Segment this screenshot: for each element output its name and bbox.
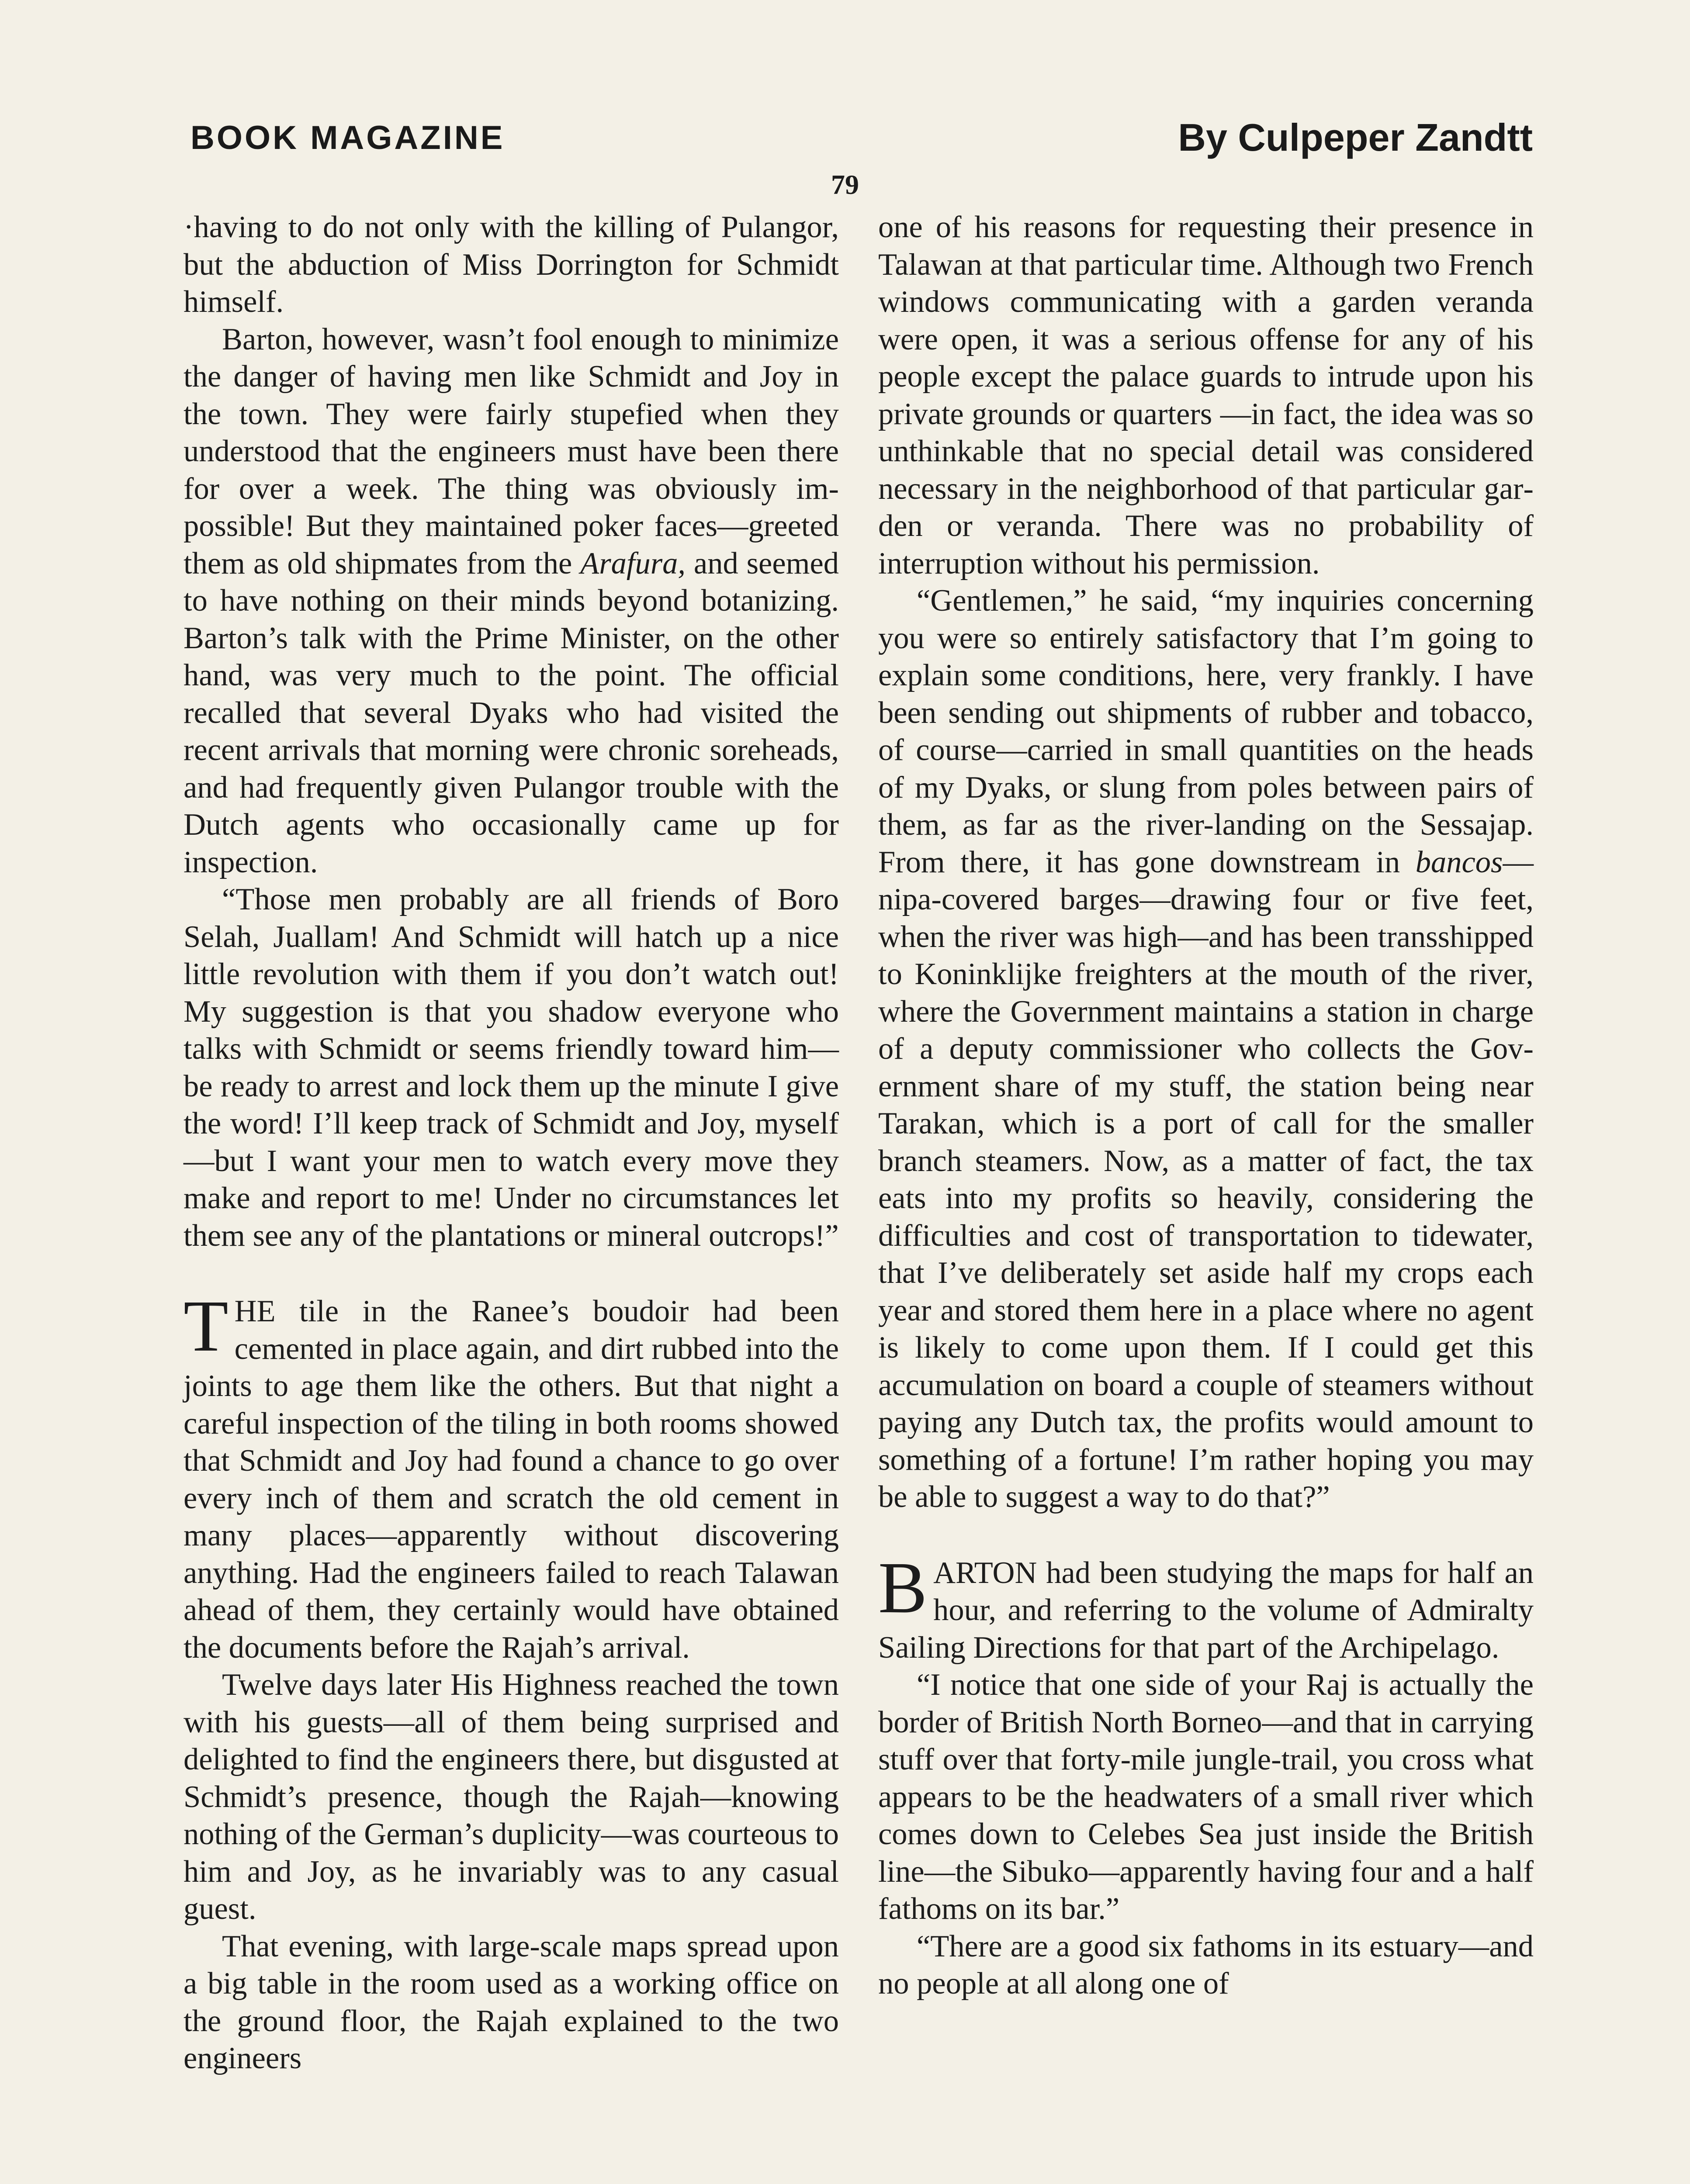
ship-name: Arafura,	[580, 546, 686, 581]
right-column	[878, 209, 1534, 2003]
paragraph: Twelve days later His Highness reached the town with his guests—all of them being surprised and delighted to find the engineers there, but disgusted at Schmidt’s presence, though the Rajah—knowing nothing of the German’s duplicity—was courteous to him and Joy, as he invariably was to any casual guest.	[184, 1668, 839, 1926]
paragraph: Barton, however, wasn’t fool enough to minimize the danger of having men like Schmidt and Joy in the town. They were fairly stupefied when they understood that the engineers must have been there for over a week. The thing was obviously impossible! But they maintained poker faces—greeted them as old shipmates from the Arafura, and seemed to have nothing on their minds beyond botanizing. Barton’s talk with the Prime Minister, on the other hand, was very much to the point. The official recalled that several Dyaks who had visited the recent arrivals that morning were chronic soreheads, and had frequently given Pulangor trouble with the Dutch agents who occasionally came up for inspection.	[184, 322, 839, 879]
magazine-title: BOOK MAGAZINE	[190, 119, 505, 156]
paragraph: ·having to do not only with the killing of Pulangor, but the abduction of Miss Dorrington for Schmidt himself.	[184, 210, 839, 319]
page-number: 79	[831, 169, 859, 200]
paragraph: “Those men probably are all friends of Boro Selah, Juallam! And Schmidt will hatch up a nice little revolution with them if you don’t watch out! My suggestion is that you shadow everyone who talks with Schmidt or seems friendly toward him—be ready to arrest and lock them up the minute I give the word! I’ll keep track of Schmidt and Joy, myself—but I want your men to watch every move they make and report to me! Under no circumstances let them see any of the plantations or mineral outcrops!”	[184, 882, 839, 1253]
paragraph: “I notice that one side of your Raj is actually the border of British North Borneo—and that in carrying stuff over that forty-mile jungle-trail, you cross what appears to be the headwaters of a small river which comes down to Celebes Sea just inside the British line—the Sibuko—apparently having four and a half fathoms on its bar.”	[878, 1668, 1534, 1926]
running-header	[190, 116, 1533, 167]
drop-cap: T	[184, 1286, 229, 1367]
paragraph: “Gentlemen,” he said, “my inquiries concerning you were so entirely satisfactory that I’m going to explain some conditions, here, very frankly. I have been sending out shipments of rubber and tobacco, of course—carried in small quantities on the heads of my Dyaks, or slung from poles between pairs of them, as far as the river-landing on the Sessajap. From there, it has gone downstream in bancos—nipa-covered barges—drawing four or five feet, when the river was high—and has been transshipped to Koninklijke freighters at the mouth of the river, where the Government maintains a station in charge of a deputy commissioner who collects the Government share of my stuff, the station being near Tarakan, which is a port of call for the smaller branch steamers. Now, as a matter of fact, the tax eats into my profits so heavily, considering the difficulties and cost of transportation to tidewater, that I’ve deliberately set aside half my crops each year and stored them here in a place where no agent is likely to come upon them. If I could get this accumulation on board a couple of steamers without paying any Dutch tax, the profits would amount to something of a fortune! I’m rather hoping you may be able to suggest a way to do that?”	[878, 584, 1534, 1514]
section-paragraph: THE tile in the Ranee’s boudoir had been cemented in place again, and dirt rubbed into the joints to age them like the others. But that night a careful inspection of the tiling in both rooms showed that Schmidt and Joy had found a chance to go over every inch of them and scratch the old cement in many places—apparently without discovering anything. Had the engineers failed to reach Talawan ahead of them, they certainly would have obtained the documents before the Rajah’s arrival.	[184, 1286, 839, 1665]
paragraph: That evening, with large-scale maps spread upon a big table in the room used as a working office on the ground floor, the Rajah explained to the two engineers	[184, 1929, 839, 2075]
italic-term: bancos	[1415, 845, 1503, 879]
author-byline: By Culpeper Zandtt	[1178, 116, 1533, 159]
left-column	[184, 209, 839, 2077]
drop-cap: B	[878, 1547, 928, 1628]
section-paragraph: BARTON had been studying the maps for half an hour, and referring to the volume of Admiralty Sailing Directions for that part of the Archipelago.	[878, 1547, 1534, 1665]
paragraph: one of his reasons for requesting their presence in Talawan at that particular time. Although two French windows communicating with a garden veranda were open, it was a serious offense for any of his people except the palace guards to intrude upon his private grounds or quarters —in fact, the idea was so unthinkable that no special detail was considered necessary in the neighborhood of that particular garden or veranda. There was no probability of interruption without his permission.	[878, 210, 1534, 581]
paragraph: “There are a good six fathoms in its estuary—and no people at all along one of	[878, 1929, 1534, 2001]
